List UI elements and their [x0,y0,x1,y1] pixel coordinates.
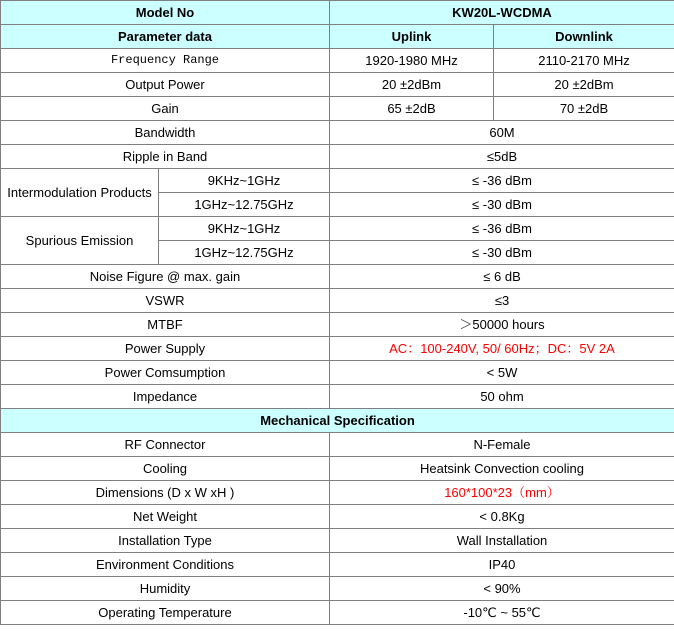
rf-connector-row [1,433,674,457]
net-weight-row [1,505,674,529]
intermod-range-1: 9KHz~1GHz [159,169,330,193]
gain-downlink: 70 ±2dB [494,97,674,121]
gain-label: Gain [1,97,330,121]
intermod-label: Intermodulation Products [1,169,159,217]
model-label: Model No [1,1,330,25]
power-consumption-label: Power Comsumption [1,361,330,385]
humidity-label: Humidity [1,577,330,601]
ripple-row [1,145,674,169]
installation-value: Wall Installation [330,529,674,553]
bandwidth-value: 60M [330,121,674,145]
downlink-header: Downlink [494,25,674,49]
cooling-row [1,457,674,481]
power-consumption-row [1,361,674,385]
installation-label: Installation Type [1,529,330,553]
model-row [1,1,674,25]
bandwidth-row [1,121,674,145]
mechanical-title: Mechanical Specification [1,409,674,433]
frequency-row [1,49,674,73]
output-power-label: Output Power [1,73,330,97]
spurious-range-1: 9KHz~1GHz [159,217,330,241]
gain-row [1,97,674,121]
humidity-value: < 90% [330,577,674,601]
impedance-label: Impedance [1,385,330,409]
bandwidth-label: Bandwidth [1,121,330,145]
spurious-value-1: ≤ -36 dBm [330,217,674,241]
cooling-label: Cooling [1,457,330,481]
environment-label: Environment Conditions [1,553,330,577]
environment-row [1,553,674,577]
installation-row [1,529,674,553]
ripple-label: Ripple in Band [1,145,330,169]
model-value: KW20L-WCDMA [330,1,674,25]
spurious-row-1 [1,217,674,241]
noise-figure-label: Noise Figure @ max. gain [1,265,330,289]
ripple-value: ≤5dB [330,145,674,169]
dimensions-row [1,481,674,505]
uplink-header: Uplink [330,25,494,49]
frequency-uplink: 1920-1980 MHz [330,49,494,73]
intermod-row-1 [1,169,674,193]
power-supply-label: Power Supply [1,337,330,361]
vswr-label: VSWR [1,289,330,313]
humidity-row [1,577,674,601]
noise-figure-value: ≤ 6 dB [330,265,674,289]
gain-uplink: 65 ±2dB [330,97,494,121]
vswr-row [1,289,674,313]
spurious-label: Spurious Emission [1,217,159,265]
frequency-downlink: 2110-2170 MHz [494,49,674,73]
output-power-uplink: 20 ±2dBm [330,73,494,97]
frequency-label: Frequency Range [1,49,330,73]
vswr-value: ≤3 [330,289,674,313]
net-weight-label: Net Weight [1,505,330,529]
mtbf-label: MTBF [1,313,330,337]
power-supply-value: AC：100-240V, 50/ 60Hz；DC：5V 2A [330,337,674,361]
output-power-downlink: 20 ±2dBm [494,73,674,97]
intermod-value-1: ≤ -36 dBm [330,169,674,193]
spurious-value-2: ≤ -30 dBm [330,241,674,265]
mechanical-header-row [1,409,674,433]
power-supply-row [1,337,674,361]
power-consumption-value: < 5W [330,361,674,385]
temperature-value: -10℃ ~ 55℃ [330,601,674,625]
impedance-value: 50 ohm [330,385,674,409]
impedance-row [1,385,674,409]
rf-connector-label: RF Connector [1,433,330,457]
noise-figure-row [1,265,674,289]
output-power-row [1,73,674,97]
rf-connector-value: N-Female [330,433,674,457]
intermod-range-2: 1GHz~12.75GHz [159,193,330,217]
environment-value: IP40 [330,553,674,577]
dimensions-label: Dimensions (D x W xH ) [1,481,330,505]
intermod-value-2: ≤ -30 dBm [330,193,674,217]
spurious-range-2: 1GHz~12.75GHz [159,241,330,265]
mtbf-row [1,313,674,337]
temperature-label: Operating Temperature [1,601,330,625]
temperature-row [1,601,674,625]
mtbf-value: ＞50000 hours [330,313,674,337]
parameter-header-row [1,25,674,49]
parameter-label: Parameter data [1,25,330,49]
net-weight-value: < 0.8Kg [330,505,674,529]
dimensions-value: 160*100*23（mm） [330,481,674,505]
cooling-value: Heatsink Convection cooling [330,457,674,481]
